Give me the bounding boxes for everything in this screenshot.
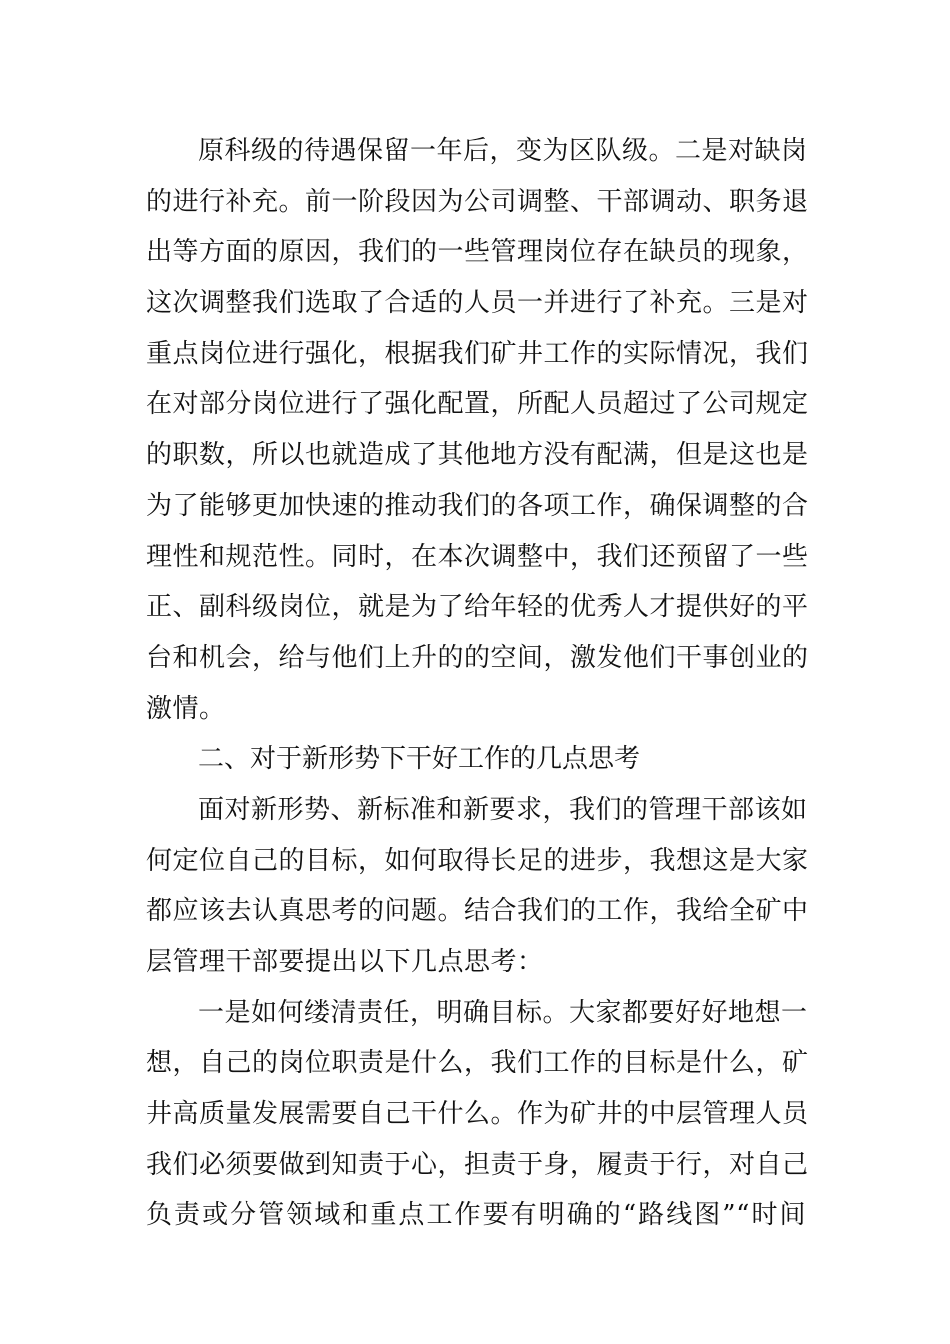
- paragraph-line: 原科级的待遇保留一年后，变为区队级。二是对缺岗: [198, 136, 808, 166]
- paragraph-line: 理性和规范性。同时，在本次调整中，我们还预留了一些: [146, 541, 809, 572]
- paragraph-line: 井高质量发展需要自己干什么。作为矿井的中层管理人员: [146, 1099, 809, 1130]
- paragraph-line: 台和机会，给与他们上升的的空间，激发他们干事创业的: [146, 642, 809, 673]
- paragraph-line: 的进行补充。前一阶段因为公司调整、干部调动、职务退: [146, 186, 809, 217]
- paragraph-line: 想，自己的岗位职责是什么，我们工作的目标是什么，矿: [146, 1048, 809, 1079]
- paragraph-line: 重点岗位进行强化，根据我们矿井工作的实际情况，我们: [146, 338, 809, 369]
- paragraph-line: 我们必须要做到知责于心，担责于身，履责于行，对自己: [146, 1149, 809, 1180]
- paragraph-line: 在对部分岗位进行了强化配置，所配人员超过了公司规定: [146, 389, 809, 420]
- paragraph-line: 一是如何缕清责任，明确目标。大家都要好好地想一: [198, 997, 808, 1028]
- paragraph-line: 出等方面的原因，我们的一些管理岗位存在缺员的现象，: [146, 237, 809, 268]
- section-heading: 二、对于新形势下干好工作的几点思考: [198, 744, 641, 775]
- paragraph-line: 层管理干部要提出以下几点思考：: [146, 947, 544, 977]
- paragraph-line: 为了能够更加快速的推动我们的各项工作，确保调整的合: [146, 490, 809, 521]
- paragraph-line: 都应该去认真思考的问题。结合我们的工作，我给全矿中: [146, 896, 809, 927]
- paragraph-line: 的职数，所以也就造成了其他地方没有配满，但是这也是: [146, 440, 809, 471]
- document-body: [146, 126, 809, 1241]
- paragraph-line: 何定位自己的目标，如何取得长足的进步，我想这是大家: [146, 845, 809, 876]
- paragraph-line: 激情。: [146, 693, 226, 724]
- paragraph-line: 面对新形势、新标准和新要求，我们的管理干部该如: [198, 794, 808, 825]
- paragraph-line: 负责或分管领域和重点工作要有明确的“路线图”“时间: [146, 1200, 806, 1231]
- paragraph-line: 这次调整我们选取了合适的人员一并进行了补充。三是对: [146, 288, 809, 319]
- paragraph-line: 正、副科级岗位，就是为了给年轻的优秀人才提供好的平: [146, 592, 809, 623]
